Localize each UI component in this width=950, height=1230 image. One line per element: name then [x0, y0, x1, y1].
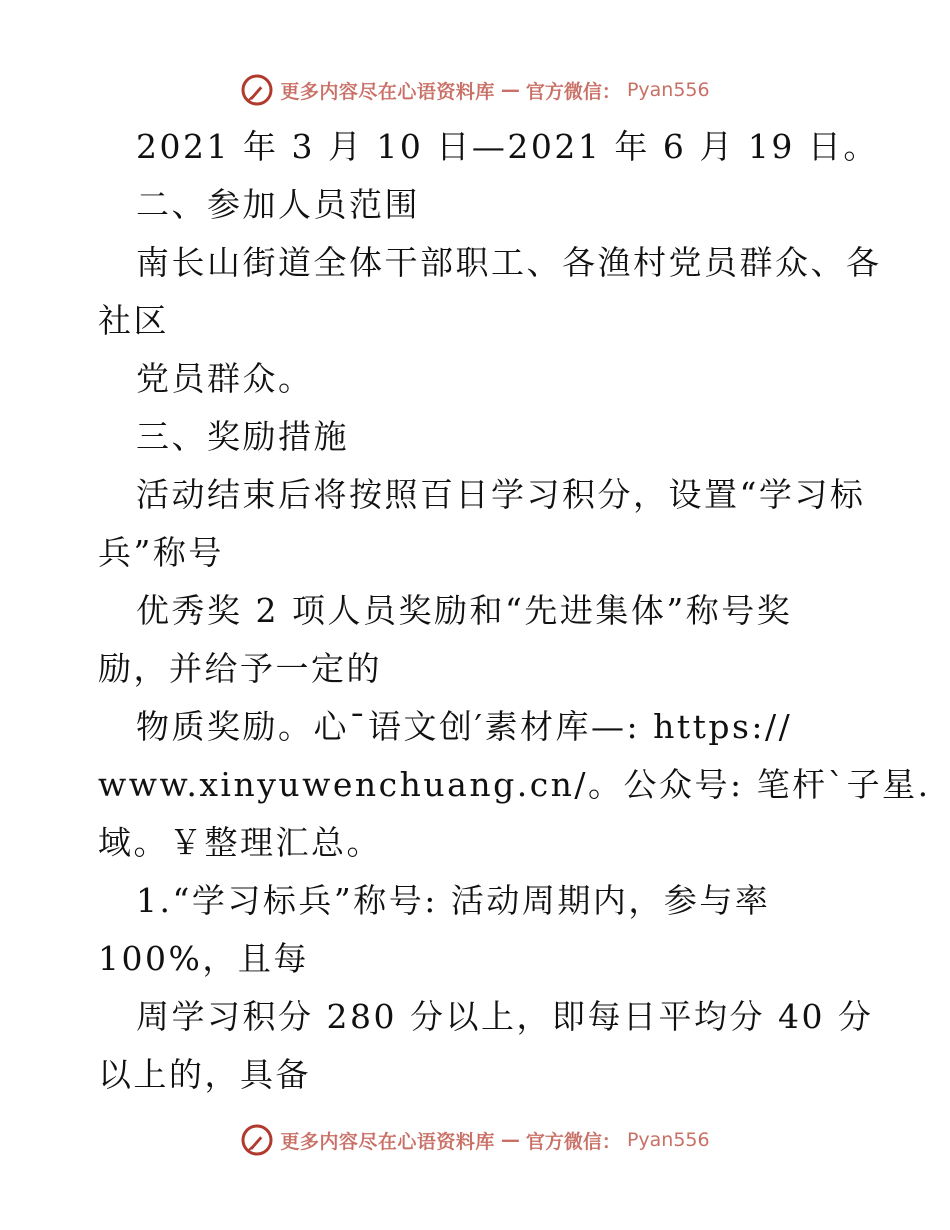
banner-main-text: 更多内容尽在心语资料库 — [280, 1130, 495, 1153]
document-line: 2021 年 3 月 10 日—2021 年 6 月 19 日。 — [136, 127, 879, 166]
document-line: 100%，且每 — [98, 939, 309, 978]
document-line: 物质奖励。心¯语文创′素材库—: https:// — [136, 707, 793, 746]
footer-banner-content — [240, 1123, 709, 1157]
banner-main-text: 更多内容尽在心语资料库 — [280, 80, 495, 103]
document-line: www.xinyuwenchuang.cn/。公众号: 笔杆`子星. — [98, 765, 931, 804]
banner-wechat-label: 官方微信： — [525, 1130, 621, 1153]
document-line: 域。￥整理汇总。 — [98, 823, 382, 862]
header-banner-content — [240, 73, 709, 107]
quill-in-circle-icon — [240, 73, 274, 107]
document-line: 周学习积分 280 分以上，即每日平均分 40 分 — [136, 997, 874, 1036]
footer-banner — [0, 1120, 950, 1160]
header-banner — [0, 70, 950, 110]
banner-wechat-label: 官方微信： — [525, 80, 621, 103]
document-body — [98, 118, 931, 1104]
document-line: 社区 — [98, 301, 169, 340]
document-line: 党员群众。 — [136, 359, 314, 398]
document-line: 三、奖励措施 — [136, 417, 349, 456]
document-line: 活动结束后将按照百日学习积分，设置“学习标 — [136, 475, 866, 514]
quill-in-circle-icon — [240, 1123, 274, 1157]
document-line: 励，并给予一定的 — [98, 649, 382, 688]
banner-wechat-id: Pyan556 — [626, 79, 710, 101]
document-line: 二、参加人员范围 — [136, 185, 420, 224]
banner-separator: — — [500, 1129, 520, 1151]
document-line: 南长山街道全体干部职工、各渔村党员群众、各 — [136, 243, 882, 282]
banner-wechat-id: Pyan556 — [626, 1129, 710, 1151]
document-line: 以上的，具备 — [98, 1055, 311, 1094]
document-line: 兵”称号 — [98, 533, 224, 572]
document-line: 1.“学习标兵”称号: 活动周期内，参与率 — [136, 881, 771, 920]
banner-separator: — — [500, 79, 520, 101]
document-line: 优秀奖 2 项人员奖励和“先进集体”称号奖 — [136, 591, 793, 630]
